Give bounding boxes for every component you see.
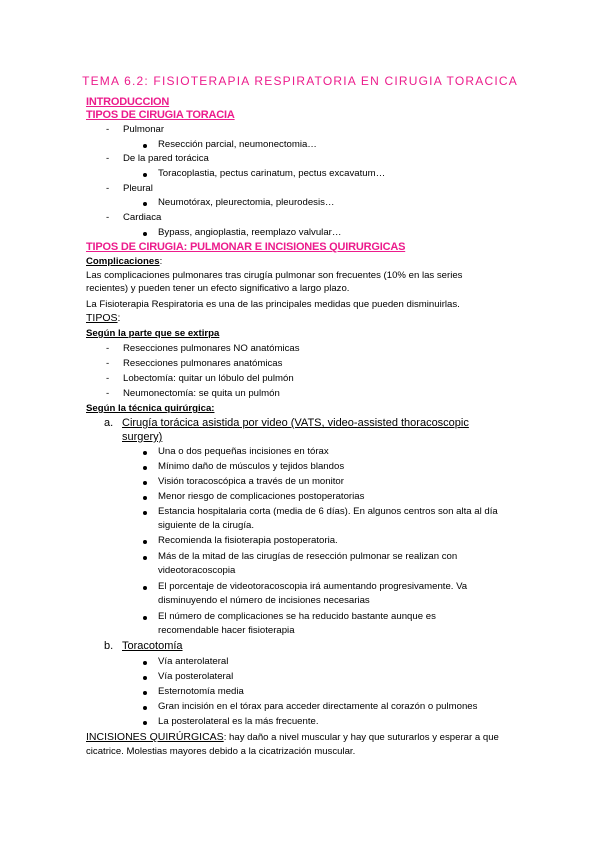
paragraph-line: cicatrice. Molestias mayores debido a la cicatrización muscular. [86,746,356,757]
toracotomia-title: Toracotomía [122,640,183,652]
bullet-icon [143,466,147,470]
vats-item: Una o dos pequeñas incisiones en tórax [158,446,329,457]
toracotomia-item: La posterolateral es la más frecuente. [158,716,319,727]
vats-item-cont: videotoracoscopia [158,565,236,576]
list-item-detail: Neumotórax, pleurectomia, pleurodesis… [158,197,335,208]
vats-item: Visión toracoscópica a través de un monitor [158,476,344,487]
list-item: Resecciones pulmonares NO anatómicas [123,343,300,354]
segun-tecnica-heading: Según la técnica quirúrgica: [86,403,215,414]
tipos-subheading: TIPOS: [86,312,121,324]
bullet-icon [143,616,147,620]
list-dash: - [106,358,110,369]
bullet-icon [143,451,147,455]
toracotomia-item: Vía anterolateral [158,656,229,667]
vats-title: Cirugía torácica asistida por video (VATS, video-assisted thoracoscopic [122,417,469,429]
section2-heading: TIPOS DE CIRUGIA: PULMONAR E INCISIONES QUIRURGICAS [86,241,406,253]
complicaciones-heading: Complicaciones: [86,256,163,267]
document-title: TEMA 6.2: FISIOTERAPIA RESPIRATORIA EN CIRUGIA TORACICA [82,74,518,88]
list-item: Pleural [123,183,153,194]
list-item-detail: Bypass, angioplastia, reemplazo valvular… [158,227,342,238]
vats-item-cont: disminuyendo el número de incisiones necesarias [158,595,370,606]
bullet-icon [143,232,147,236]
list-item: Resecciones pulmonares anatómicas [123,358,283,369]
vats-item: El porcentaje de videotoracoscopia irá aumentando progresivamente. Va [158,581,468,592]
vats-item: Recomienda la fisioterapia postoperatoria. [158,535,338,546]
list-marker: b. [104,640,114,652]
list-dash: - [106,343,110,354]
bullet-icon [143,556,147,560]
paragraph-line: La Fisioterapia Respiratoria es una de las principales medidas que pueden disminuirlas. [86,299,460,310]
list-item: Neumonectomía: se quita un pulmón [123,388,280,399]
list-item: Cardiaca [123,212,162,223]
bullet-icon [143,586,147,590]
list-dash: - [106,388,110,399]
list-item: Pulmonar [123,124,165,135]
bullet-icon [143,691,147,695]
bullet-icon [143,676,147,680]
vats-item: Mínimo daño de músculos y tejidos blandos [158,461,345,472]
toracotomia-item: Vía posterolateral [158,671,234,682]
bullet-icon [143,511,147,515]
list-item-detail: Toracoplastia, pectus carinatum, pectus excavatum… [158,168,386,179]
segun-parte-heading: Según la parte que se extirpa [86,328,220,339]
vats-item: Menor riesgo de complicaciones postoperatorias [158,491,365,502]
vats-item: El número de complicaciones se ha reducido bastante aunque es [158,611,436,622]
vats-item-cont: siguiente de la cirugía. [158,520,254,531]
toracotomia-item: Esternotomía media [158,686,244,697]
bullet-icon [143,540,147,544]
vats-item: Más de la mitad de las cirugías de resección pulmonar se realizan con [158,551,458,562]
list-item: Lobectomía: quitar un lóbulo del pulmón [123,373,294,384]
bullet-icon [143,173,147,177]
list-dash: - [106,183,110,194]
tipos-cirugia-heading: TIPOS DE CIRUGIA TORACIA [86,109,235,121]
bullet-icon [143,144,147,148]
list-item-detail: Resección parcial, neumonectomia… [158,139,317,150]
incisiones-paragraph: INCISIONES QUIRÚRGICAS: hay daño a nivel muscular y hay que suturarlos y esperar a que [86,731,499,743]
bullet-icon [143,721,147,725]
paragraph-line: recientes) y pueden tener un efecto significativo a largo plazo. [86,283,350,294]
bullet-icon [143,202,147,206]
list-dash: - [106,373,110,384]
list-dash: - [106,212,110,223]
bullet-icon [143,481,147,485]
bullet-icon [143,496,147,500]
toracotomia-item: Gran incisión en el tórax para acceder directamente al corazón o pulmones [158,701,478,712]
list-dash: - [106,124,110,135]
paragraph-line: Las complicaciones pulmonares tras cirugía pulmonar son frecuentes (10% en las series [86,270,463,281]
bullet-icon [143,706,147,710]
vats-title-cont: surgery) [122,431,163,443]
intro-heading: INTRODUCCION [86,96,170,108]
list-dash: - [106,153,110,164]
vats-item: Estancia hospitalaria corta (media de 6 días). En algunos centros son alta al día [158,506,498,517]
list-marker: a. [104,417,114,429]
list-item: De la pared torácica [123,153,209,164]
bullet-icon [143,661,147,665]
vats-item-cont: recomendable hacer fisioterapia [158,625,295,636]
